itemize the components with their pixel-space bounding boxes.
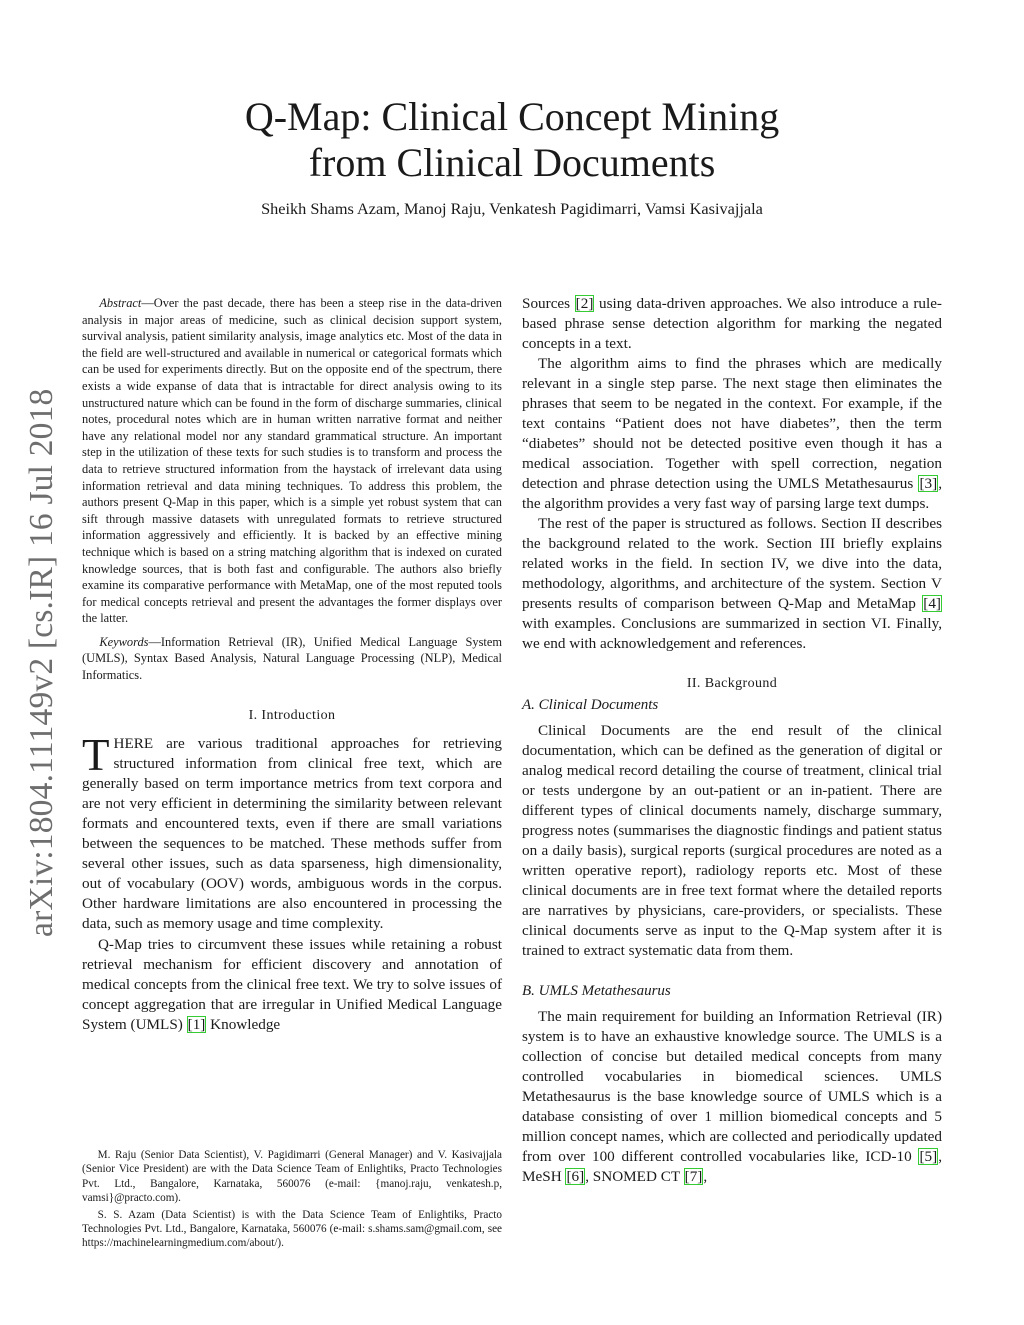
intro-p2-text-a: Q-Map tries to circumvent these issues while retaining a robust retrieval mechanism for efficient discovery and annotation of medical concepts from the clinical free text. We try to solve issues of concept aggregation that are irregular in Unified Medical Language System (UMLS) bbox=[82, 935, 502, 1033]
section-heading-introduction: I. Introduction bbox=[248, 707, 336, 723]
clinical-documents-paragraph: Clinical Documents are the end result of the clinical documentation, which can be defined as the generation of digital or analog medical record detailing the course of treatment, clinical trial or tests undergone by an out-patient or an in-patient. There are different types of clinical documents namely, discharge summary, progress notes (summarises the diagnostic findings and patient status on a daily basis), surgical reports (surgical procedures are noted as a written operative report), radiology reports etc. Most of these clinical documents are in free text format where the detailed reports are narratives by physicians, care-providers, or specialists. These clinical documents serve as input to the Q-Map system after it is trained to extract systematic data from them. bbox=[522, 722, 942, 959]
keywords-label: Keywords bbox=[99, 634, 149, 649]
umls-text-a: The main requirement for building an Information Retrieval (IR) system is to have an exhaustive knowledge source. The UMLS is a collection of concise but detailed medical concepts from many controlled vocabularies in biomedical sciences. UMLS Metathesaurus is the base knowledge source of UMLS which is a database consisting of over 1 million biomedical concepts and 5 million concept names, which are collected and periodically updated from over 100 different controlled vocabularies like, ICD-10 bbox=[522, 1008, 942, 1165]
introduction-continued bbox=[522, 294, 942, 654]
footnote-affiliation-2: S. S. Azam (Data Scientist) is with the Data Science Team of Enlightiks, Practo Technologies Pvt. Ltd., Bangalore, Karnataka, 560076 (e-mail: s.shams.sam@gmail.com, see https://machinelearningmedium.com/about/). bbox=[82, 1208, 502, 1250]
citation-link-2[interactable]: [2] bbox=[575, 295, 594, 312]
abstract-text: —Over the past decade, there has been a steep rise in the data-driven analysis in major areas of medicine, such as clinical decision support system, survival analysis, patient similarity analysis, image analytics etc. Most of the data in the field are well-structured and available in numerical or categorical formats which can be used for experiments directly. But on the opposite end of the spectrum, there exists a wide expanse of data that is intractable for direct analysis owing to its unstructured nature which can be found in the form of discharge summaries, clinical notes, procedural notes which are in human written narrative format and neither have any relational model nor any standard grammatical structure. An important step in the utilization of these texts for such studies is to transform and process the data to retrieve structured information from the haystack of irrelevant data using information retrieval and data mining techniques. To address this problem, the authors present Q-Map in this paper, which is a simple yet robust system that can sift through massive datasets with unregulated formats to retrieve structured information aggressively and efficiently. It is backed by an effective mining technique which is based on a string matching algorithm that is indexed on curated knowledge sources, that is both fast and configurable. The authors also briefly examine its comparative performance with MetaMap, one of the most reputed tools for medical concepts retrieval and present the advantages the former displays over the latter. bbox=[82, 296, 502, 626]
intro-p2-text-c: Sources bbox=[522, 295, 575, 312]
left-column bbox=[82, 295, 502, 1035]
intro-paragraph-4 bbox=[522, 514, 942, 654]
keywords-paragraph bbox=[82, 634, 502, 684]
intro-paragraph-2-continued bbox=[522, 294, 942, 354]
title-line-2: from Clinical Documents bbox=[308, 140, 716, 185]
intro-paragraph-1 bbox=[82, 729, 502, 934]
author-list: Sheikh Shams Azam, Manoj Raju, Venkatesh Pagidimarri, Vamsi Kasivajjala bbox=[261, 199, 763, 218]
introduction-body bbox=[82, 729, 502, 1035]
intro-paragraph-3 bbox=[522, 354, 942, 514]
citation-link-3[interactable]: [3] bbox=[919, 475, 938, 492]
citation-link-1[interactable]: [1] bbox=[187, 1015, 206, 1033]
right-column bbox=[522, 294, 942, 1187]
citation-link-7[interactable]: [7] bbox=[684, 1168, 703, 1185]
intro-p4-text-a: The rest of the paper is structured as follows. Section II describes the background related to the work. Section III briefly explains related works in the field. In section IV, we dive into the data, methodology, algorithms, and architecture of the system. Section V presents results of comparison between Q-Map and MetaMap bbox=[522, 515, 942, 612]
paper-title bbox=[150, 94, 874, 186]
umls-text-b: , MeSH bbox=[522, 1148, 942, 1185]
title-line-1: Q-Map: Clinical Concept Mining bbox=[244, 94, 780, 139]
abstract-paragraph bbox=[82, 295, 502, 627]
abstract-block bbox=[82, 295, 502, 684]
intro-paragraph-2 bbox=[82, 935, 502, 1035]
clinical-documents-body bbox=[522, 721, 942, 961]
umls-text-c: , SNOMED CT bbox=[585, 1168, 684, 1185]
intro-p2-text-b: Knowledge bbox=[206, 1015, 281, 1033]
umls-text-d: , bbox=[703, 1168, 708, 1185]
section-heading-background: II. Background bbox=[686, 676, 778, 691]
footnote-affiliation-1: M. Raju (Senior Data Scientist), V. Pagidimarri (General Manager) and V. Kasivajjala (Senior Vice President) are with the Data Science Team of Enlightiks, Practo Technologies Pvt. Ltd., Bangalore, Karnataka, 560076 (e-mail: {manoj.raju, venkatesh.p, vamsi}@practo.com). bbox=[82, 1149, 502, 1205]
subsection-heading-clinical-documents: A. Clinical Documents bbox=[522, 697, 659, 713]
keywords-text: —Information Retrieval (IR), Unified Medical Language System (UMLS), Syntax Based Analysis, Natural Language Processing (NLP), Medical Informatics. bbox=[82, 634, 502, 683]
intro-smallcap-word: HERE bbox=[113, 734, 154, 752]
intro-p3-text-b: , the algorithm provides a very fast way of parsing large text dumps. bbox=[522, 475, 942, 512]
citation-link-4[interactable]: [4] bbox=[923, 595, 941, 612]
footnotes bbox=[82, 1148, 502, 1251]
arxiv-identifier: arXiv:1804.11149v2 [cs.IR] 16 Jul 2018 bbox=[23, 388, 60, 938]
intro-p4-text-b: with examples. Conclusions are summarized in section VI. Finally, we end with acknowledgement and references. bbox=[522, 615, 942, 652]
umls-paragraph bbox=[522, 1007, 942, 1187]
citation-link-6[interactable]: [6] bbox=[566, 1168, 585, 1185]
drop-cap: T bbox=[82, 729, 110, 780]
intro-paragraph-1-text: are various traditional approaches for retrieving structured information from clinical free text, which are generally based on term importance metrics from text corpora and are not very efficient in determining the similarity between relevant formats and encountered texts, even if there are small variations between the sequences to be matched. These methods suffer from several other issues, such as data sparseness, high dimensionality, out of vocabulary (OOV) words, ambiguous words in the corpus. Other hardware limitations are also encountered in processing the data, such as memory usage and time complexity. bbox=[82, 734, 502, 932]
citation-link-5[interactable]: [5] bbox=[919, 1148, 938, 1165]
umls-metathesaurus-body bbox=[522, 1007, 942, 1187]
subsection-heading-umls-metathesaurus: B. UMLS Metathesaurus bbox=[522, 983, 671, 999]
abstract-label: Abstract bbox=[99, 296, 142, 310]
intro-p3-text-a: The algorithm aims to find the phrases which are medically relevant in a single step parse. The next stage then eliminates the phrases that seem to be negated in the context. For example, if the text contains “Patient does not have diabetes”, then the term “diabetes” should not be detected positive even though it has a medical association. Together with spell correction, negation detection and phrase detection using the UMLS Metathesaurus bbox=[522, 355, 942, 492]
intro-p2-text-d: using data-driven approaches. We also introduce a rule-based phrase sense detection algorithm for marking the negated concepts in a text. bbox=[522, 295, 942, 352]
